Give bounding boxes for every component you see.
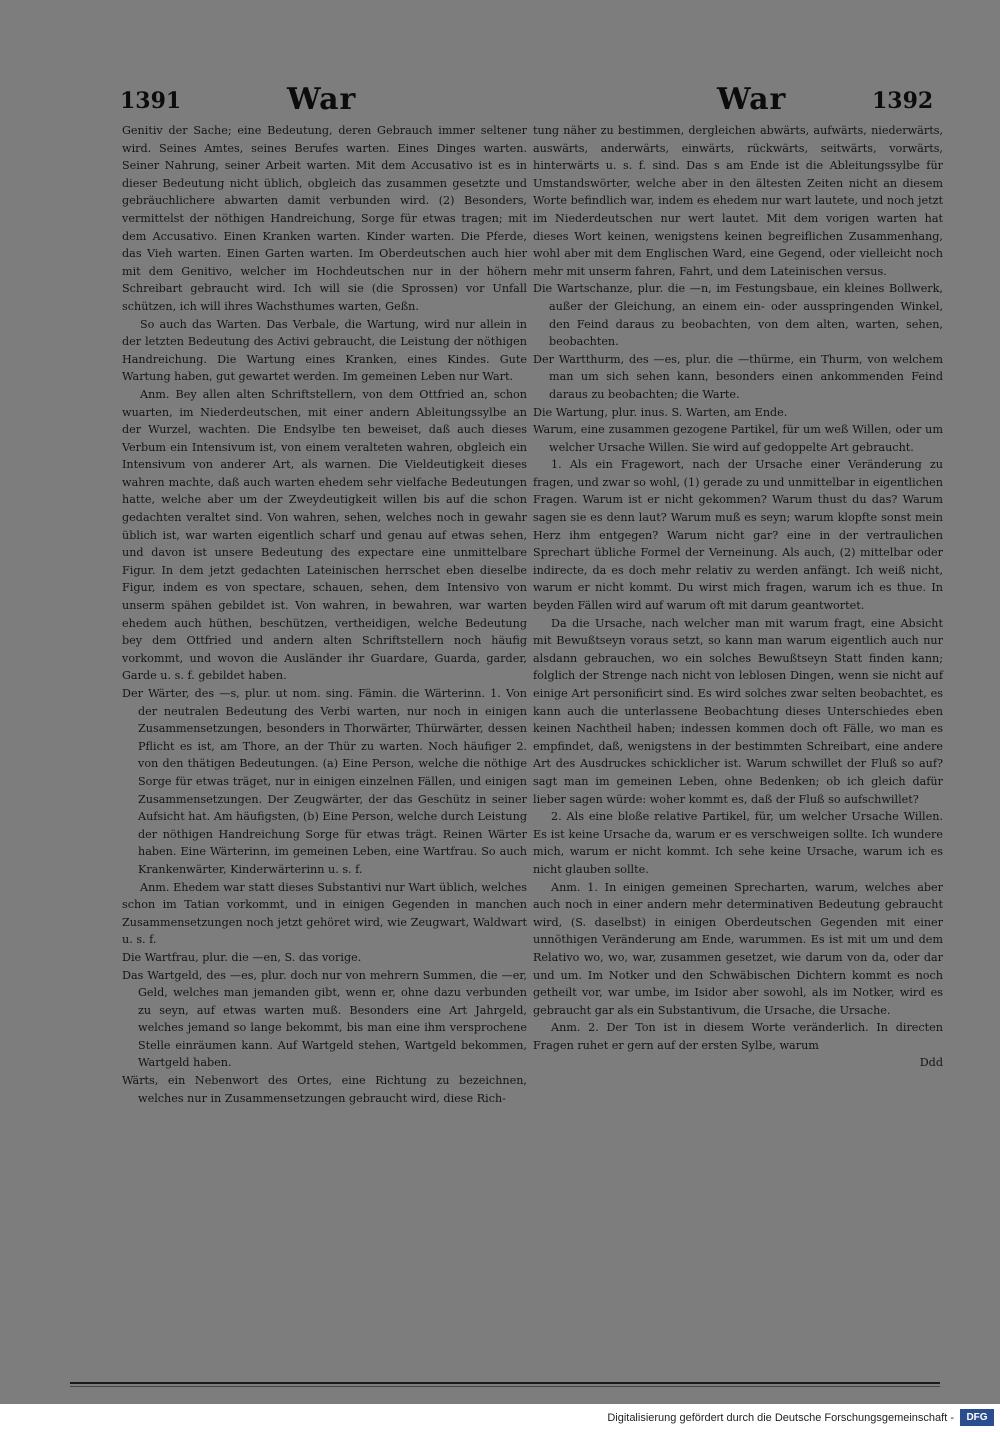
right-page-number: 1392 xyxy=(872,88,934,114)
dfg-logo: DFG xyxy=(960,1409,994,1426)
paragraph: tung näher zu bestimmen, dergleichen abwärts, aufwärts, niederwärts, auswärts, anderwärts, einwärts, rückwärts, seitwärts, vorwärts, hinterwärts u. s. f. sind. Das s am Ende ist die Ableitungssylbe für Umstandswörter, welche aber in den ältesten Zeiten nicht an diesem Worte befindlich war, indem es ehedem nur wart lautete, und noch jetzt im Niederdeutschen nur wert lautet. Mit dem vorigen warten hat dieses Wort keinen, wenigstens keinen begreiflichen Zusammenhang, wohl aber mit dem Englischen Ward, eine Gegend, oder vielleicht noch mehr mit unserm fahren, Fahrt, und dem Lateinischen versus. xyxy=(533,124,943,278)
paragraph: So auch das Warten. Das Verbale, die Wartung, wird nur allein in der letzten Bedeutung des Activi gebraucht, die Leistung der nöthigen Handreichung. Die Wartung eines Kranken, eines Kindes. Gute Wartung haben, gut gewartet werden. Im gemeinen Leben nur Wart. xyxy=(122,317,527,384)
catchword: Ddd xyxy=(919,1056,943,1070)
paragraph: Anm. Bey allen alten Schriftstellern, von dem Ottfried an, schon wuarten, im Niederdeutschen, mit einer andern Ableitungssylbe an der Wurzel, wachten. Die Endsylbe ten beweiset, daß auch dieses Verbum ein Intensivum ist, von einem veralteten wahren, obgleich ein Intensivum von anderer Art, als warnen. Die Vieldeutigkeit dieses wahren machte, daß auch warten ehedem sehr vielfache Bedeutungen hatte, welche aber um der Zweydeutigkeit willen bis auf die schon gedachten veraltet sind. Von wahren, sehen, welches noch in gewahr üblich ist, war warten eigentlich scharf und genau auf etwas sehen, und davon ist unsere Bedeutung des expectare eine unmittelbare Figur. In dem jetzt gedachten Lateinischen herrschet eben dieselbe Figur, indem es von spectare, schauen, sehen, dem Intensivo von unserm spähen gebildet ist. Von wahren, in bewahren, war warten ehedem auch hüthen, beschützen, vertheidigen, welche Bedeutung bey dem Ottfried und andern alten Schriftstellern noch häufig vorkommt, und wovon die Ausländer ihr Guardare, Guarda, garder, Garde u. s. f. gebildet haben. xyxy=(122,387,527,683)
dictionary-entry: Die Wartschanze, plur. die —n, im Festungsbaue, ein kleines Bollwerk, außer der Gleichung, an einem ein- oder ausspringenden Winkel, den Feind daraus zu beobachten, von dem alten, warten, sehen, beobachten. xyxy=(533,282,943,349)
dictionary-entry: Der Wärter, des —s, plur. ut nom. sing. Fämin. die Wärterinn. 1. Von der neutralen Bedeutung des Verbi warten, nur noch in einigen Zusammensetzungen, besonders in Thorwärter, Thürwärter, dessen Pflicht es ist, am Thore, an der Thür zu warten. Noch häufiger 2. von den thätigen Bedeutungen. (a) Eine Person, welche die nöthige Sorge für etwas träget, nur in einigen einzelnen Fällen, und einigen Zusammensetzungen. Der Zeugwärter, der das Geschütz in seiner Aufsicht hat. Am häufigsten, (b) Eine Person, welche durch Leistung der nöthigen Handreichung Sorge für etwas trägt. Reinen Wärter haben. Eine Wärterinn, im gemeinen Leben, eine Wartfrau. So auch Krankenwärter, Kinderwärterinn u. s. f. xyxy=(122,687,527,876)
dictionary-entry: Die Wartfrau, plur. die —en, S. das vorige. xyxy=(122,950,362,964)
page-bottom-rule xyxy=(70,1382,940,1384)
dictionary-entry: Der Wartthurm, des —es, plur. die —thürme, ein Thurm, von welchem man um sich sehen kann, besonders einen ankommenden Feind daraus zu beobachten; die Warte. xyxy=(533,352,943,401)
left-column xyxy=(122,122,527,1107)
paragraph: 2. Als eine bloße relative Partikel, für, um welcher Ursache Willen. Es ist keine Ursache da, warum er es verschweigen sollte. Ich wundere mich, warum er nicht kommt. Ich sehe keine Ursache, warum ich es nicht glauben sollte. xyxy=(533,810,943,876)
dictionary-entry: Warum, eine zusammen gezogene Partikel, für um weß Willen, oder um welcher Ursache Willen. Sie wird auf gedoppelte Art gebraucht. xyxy=(533,423,943,454)
right-column xyxy=(533,122,943,1072)
footer-bar xyxy=(0,1404,1000,1432)
page-bottom-rule-thin xyxy=(70,1386,940,1387)
dictionary-entry: Das Wartgeld, des —es, plur. doch nur von mehrern Summen, die —er, Geld, welches man jemanden gibt, wenn er, ohne dazu verbunden zu seyn, auf etwas warten muß. Besonders eine Art Jahrgeld, welches jemand so lange bekommt, bis man eine ihm versprochene Stelle einräumen kann. Auf Wartgeld stehen, Wartgeld bekommen, Wartgeld haben. xyxy=(122,968,527,1070)
dictionary-entry: Die Wartung, plur. inus. S. Warten, am Ende. xyxy=(533,405,788,419)
funding-notice: Digitalisierung gefördert durch die Deutsche Forschungsgemeinschaft - xyxy=(607,1412,954,1424)
paragraph: Genitiv der Sache; eine Bedeutung, deren Gebrauch immer seltener wird. Seines Amtes, seines Berufes warten. Eines Dinges warten. Seiner Nahrung, seiner Arbeit warten. Mit dem Accusativo ist es in dieser Bedeutung nicht üblich, obgleich das zusammen gesetzte und gebräuchlichere abwarten damit verbunden wird. (2) Besonders, vermittelst der nöthigen Handreichung, Sorge für etwas tragen; mit dem Accusativo. Einen Kranken warten. Kinder warten. Die Pferde, das Vieh warten. Einen Garten warten. Im Oberdeutschen auch hier mit dem Genitivo, welcher im Hochdeutschen nur in der höhern Schreibart gebraucht wird. Ich will sie (die Sprossen) vor Unfall schützen, ich will ihres Wachsthumes warten, Geßn. xyxy=(122,124,527,313)
left-page-number: 1391 xyxy=(120,88,182,114)
paragraph: Anm. Ehedem war statt dieses Substantivi nur Wart üblich, welches schon im Tatian vorkommt, und in einigen Gegenden in manchen Zusammensetzungen noch jetzt gehöret wird, wie Zeugwart, Waldwart u. s. f. xyxy=(122,880,527,947)
left-running-head: War xyxy=(287,82,357,117)
paragraph: Da die Ursache, nach welcher man mit warum fragt, eine Absicht mit Bewußtseyn voraus setzt, so kann man warum eigentlich auch nur alsdann gebrauchen, wo ein solches Bewußtseyn Statt finden kann; folglich der Strenge nach nicht von leblosen Dingen, wenn sie nicht auf einige Art personificirt sind. Es wird solches zwar selten beobachtet, es kann auch die unterlassene Beobachtung dieses Unterschiedes eben keinen Nachtheil haben; indessen kommen doch oft Fälle, wo man es empfindet, daß, wenigstens in der bestimmten Schreibart, eine andere Art des Ausdruckes schicklicher ist. Warum schwillet der Fluß so auf? sagt man im gemeinen Leben, ohne Bedenken; ob ich gleich dafür lieber sagen würde: woher kommt es, daß der Fluß so aufschwillet? xyxy=(533,616,943,806)
dictionary-entry: Wärts, ein Nebenwort des Ortes, eine Richtung zu bezeichnen, welches nur in Zusammensetzungen gebraucht wird, diese Rich- xyxy=(122,1074,527,1105)
paragraph: 1. Als ein Fragewort, nach der Ursache einer Veränderung zu fragen, und zwar so wohl, (1) gerade zu und unmittelbar in eigentlichen Fragen. Warum ist er nicht gekommen? Warum thust du das? Warum sagen sie es denn laut? Warum muß es seyn; warum klopfte sonst mein Herz ihm entgegen? Warum nicht gar? eine in der vertraulichen Sprechart übliche Formel der Verneinung. Als auch, (2) mittelbar oder indirecte, da es doch mehr relativ zu werden anfängt. Ich weiß nicht, warum er nicht kommt. Du wirst mich fragen, warum ich es thue. In beyden Fällen wird auf warum oft mit darum geantwortet. xyxy=(533,458,943,613)
paragraph: Anm. 1. In einigen gemeinen Sprecharten, warum, welches aber auch noch in einer andern mehr determinativen Bedeutung gebraucht wird, (S. daselbst) in einigen Oberdeutschen Gegenden mit einer unnöthigen Veränderung am Ende, warummen. Es ist mit um und dem Relativo wo, wo, war, zusammen gesetzet, wie darum von da, oder dar und um. Im Notker und den Schwäbischen Dichtern kommt es noch getheilt vor, war umbe, im Isidor aber sowohl, als im Notker, wird es gebraucht gar als ein Substantivum, die Ursache, die Ursache. xyxy=(533,880,943,1017)
right-running-head: War xyxy=(717,82,787,117)
paragraph: Anm. 2. Der Ton ist in diesem Worte veränderlich. In directen Fragen ruhet er gern auf der ersten Sylbe, warum xyxy=(533,1021,943,1052)
